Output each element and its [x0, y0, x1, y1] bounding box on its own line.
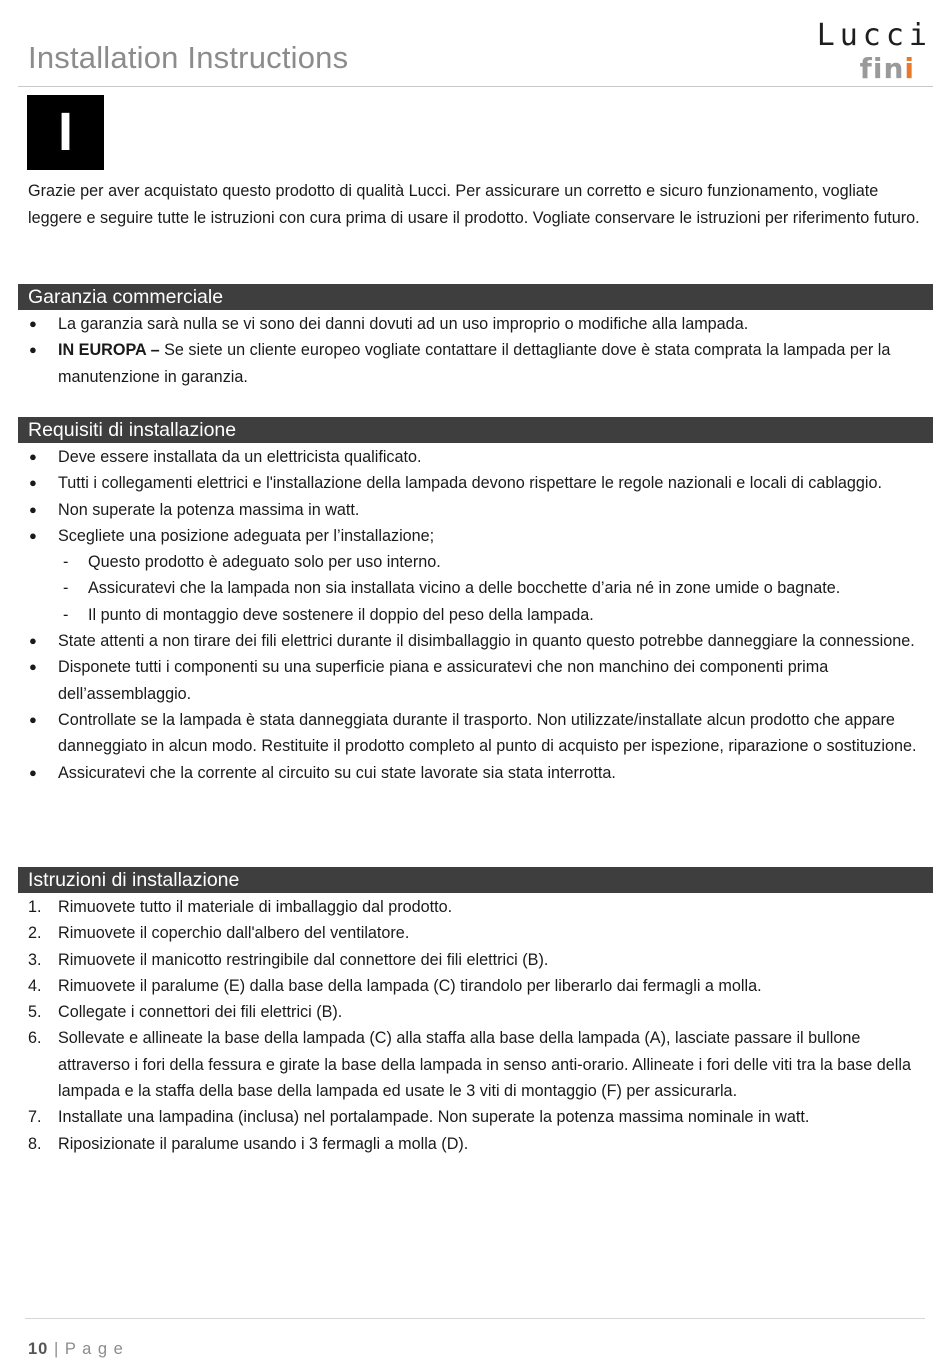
list-item: [0, 523, 926, 549]
list-item: [0, 311, 926, 337]
step-number: 8.: [28, 1134, 42, 1153]
step-text: Installate una lampadina (inclusa) nel portalampade. Non superate la potenza massima nominale in watt.: [58, 1108, 810, 1127]
list-item-text: Scegliete una posizione adeguata per l’installazione;: [58, 526, 435, 545]
bullet-icon: ●: [29, 659, 37, 675]
list-item-text: Deve essere installata da un elettricista qualificato.: [58, 448, 422, 466]
logo-wordmark-accent: i: [904, 52, 915, 85]
step-item: [0, 973, 926, 999]
list-item-text: Assicuratevi che la corrente al circuito su cui state lavorate sia stata interrotta.: [58, 763, 616, 782]
dash-icon: -: [63, 579, 69, 598]
logo-wordmark-bottom: [860, 52, 915, 85]
section-heading-instructions: Istruzioni di installazione: [18, 867, 933, 893]
language-badge: I: [27, 95, 104, 170]
sub-list-item-text: Assicuratevi che la lampada non sia installata vicino a delle bocchette d’aria né in zone umide o bagnate.: [88, 579, 841, 598]
step-text: Riposizionate il paralume usando i 3 fermagli a molla (D).: [58, 1134, 469, 1153]
brand-logo: [816, 18, 932, 85]
page-title: Installation Instructions: [28, 40, 349, 75]
bullet-icon: ●: [29, 316, 37, 331]
list-item: [0, 654, 926, 707]
list-item: [0, 760, 926, 786]
dash-icon: -: [63, 605, 69, 624]
step-number: 4.: [28, 976, 42, 995]
footer-separator: |: [48, 1340, 65, 1358]
sub-list-item-text: Questo prodotto è adeguato solo per uso interno.: [88, 553, 441, 572]
page-footer: [28, 1340, 124, 1359]
step-text: Rimuovete il manicotto restringibile dal connettore dei fili elettrici (B).: [58, 950, 549, 969]
section-heading-warranty: Garanzia commerciale: [18, 284, 933, 310]
bullet-icon: ●: [29, 711, 37, 727]
step-text: Rimuovete il coperchio dall'albero del ventilatore.: [58, 924, 410, 943]
step-number: 7.: [28, 1108, 42, 1127]
step-number: 6.: [28, 1029, 42, 1048]
bullet-icon: ●: [29, 633, 37, 649]
list-item-text: Controllate se la lampada è stata danneggiata durante il trasporto. Non utilizzate/installate alcun prodotto che appare danneggiato in alcun modo. Restituite il prodotto completo al punto di acquisto per ispezione, riparazione o sostituzione.: [58, 710, 917, 756]
list-item-text: Non superate la potenza massima in watt.: [58, 500, 360, 519]
step-item: [0, 1025, 926, 1104]
step-number: 2.: [28, 924, 42, 943]
list-item-text: State attenti a non tirare dei fili elettrici durante il disimballaggio in quanto questo potrebbe danneggiare la connessione.: [58, 632, 915, 651]
logo-wordmark-top: Lucci: [816, 18, 932, 53]
page-label: P a g e: [64, 1340, 124, 1358]
logo-wordmark-main: fin: [859, 52, 905, 85]
warranty-list: [0, 311, 930, 390]
section-heading-requirements: Requisiti di installazione: [18, 417, 933, 443]
header-divider: [18, 86, 933, 87]
bullet-icon: ●: [29, 501, 37, 517]
footer-divider: [25, 1318, 925, 1319]
list-item: [0, 497, 926, 523]
dash-icon: -: [63, 553, 69, 572]
step-number: 1.: [28, 898, 42, 916]
list-item: [0, 707, 926, 760]
step-item: [0, 920, 926, 946]
bullet-icon: ●: [29, 764, 37, 780]
step-item: [0, 894, 926, 920]
step-item: [0, 1104, 926, 1130]
list-item: [0, 470, 926, 496]
step-text: Sollevate e allineate la base della lampada (C) alla staffa alla base della lampada (A), lasciate passare il bullone attraverso i fori della fessura e girate la base della lampada in senso anti-orario. Allineate i fori delle viti tra la base della lampada e la staffa della base della lampada ed usate le 3 viti di montaggio (F) per assicurarla.: [58, 1029, 912, 1101]
step-item: [0, 947, 926, 973]
page-number: 10: [28, 1340, 49, 1358]
bullet-icon: ●: [29, 449, 37, 464]
sub-list-item: [0, 602, 926, 628]
step-item: [0, 999, 926, 1025]
step-item: [0, 1131, 926, 1157]
step-number: 3.: [28, 950, 42, 969]
list-item-bold-label: IN EUROPA –: [58, 341, 160, 360]
list-item: [0, 337, 926, 390]
step-number: 5.: [28, 1003, 42, 1022]
instructions-list: [0, 894, 930, 1157]
sub-list-item: [0, 549, 926, 575]
list-item-text: Disponete tutti i componenti su una superficie piana e assicuratevi che non manchino dei componenti prima dell’assemblaggio.: [58, 658, 829, 703]
step-text: Collegate i connettori dei fili elettrici (B).: [58, 1003, 343, 1022]
sub-list-item-text: Il punto di montaggio deve sostenere il doppio del peso della lampada.: [88, 605, 594, 624]
step-text: Rimuovete il paralume (E) dalla base della lampada (C) tirandolo per liberarlo dai fermagli a molla.: [58, 976, 762, 995]
step-text: Rimuovete tutto il materiale di imballaggio dal prodotto.: [58, 898, 453, 916]
intro-paragraph: Grazie per aver acquistato questo prodotto di qualità Lucci. Per assicurare un corretto e sicuro funzionamento, vogliate leggere e seguire tutte le istruzioni con cura prima di usare il prodotto. Vogliate conservare le istruzioni per riferimento futuro.: [28, 182, 920, 227]
list-item-text: Tutti i collegamenti elettrici e l'installazione della lampada devono rispettare le regole nazionali e locali di cablaggio.: [58, 474, 883, 493]
list-item: [0, 628, 926, 654]
list-item-text: Se siete un cliente europeo vogliate contattare il dettagliante dove è stata comprata la lampada per la manutenzione in garanzia.: [58, 341, 891, 386]
bullet-icon: ●: [29, 527, 37, 543]
list-item-text: La garanzia sarà nulla se vi sono dei danni dovuti ad un uso improprio o modifiche alla lampada.: [58, 315, 749, 333]
list-item: [0, 444, 926, 470]
bullet-icon: ●: [29, 475, 37, 491]
bullet-icon: ●: [29, 342, 37, 358]
requirements-list: [0, 444, 930, 786]
sub-list-item: [0, 575, 926, 601]
